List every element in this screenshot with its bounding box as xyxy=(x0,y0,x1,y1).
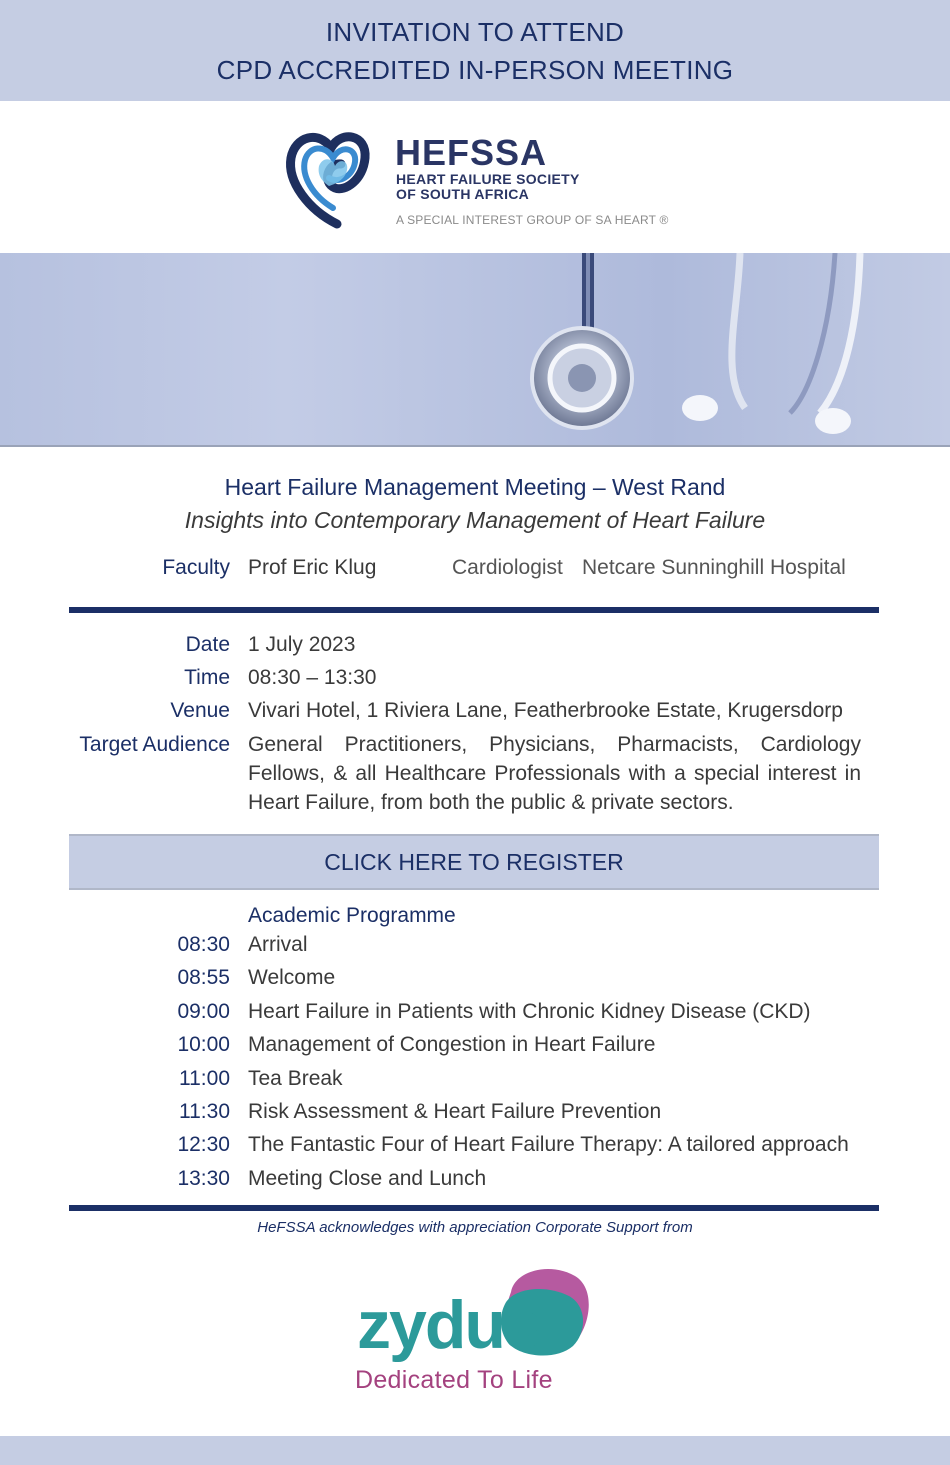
programme-time: 11:30 xyxy=(179,1100,230,1123)
audience-value: General Practitioners, Physicians, Pharmacists, Cardiology Fellows, & all Healthcare Professionals with a special interest in Heart Failure, from both the public & private sectors. xyxy=(248,733,861,814)
programme-row xyxy=(0,1067,950,1097)
programme-row xyxy=(0,933,950,963)
footer-bar xyxy=(0,1436,950,1465)
logo-tagline: A SPECIAL INTEREST GROUP OF SA HEART ® xyxy=(396,213,669,227)
programme-item: Welcome xyxy=(248,966,336,990)
audience-label: Target Audience xyxy=(79,733,230,756)
meeting-subtitle: Insights into Contemporary Management of Heart Failure xyxy=(184,507,766,533)
programme-item: Tea Break xyxy=(248,1066,343,1090)
time-value: 08:30 – 13:30 xyxy=(248,666,377,689)
date-label: Date xyxy=(185,633,230,656)
acknowledgement: HeFSSA acknowledges with appreciation Corporate Support from xyxy=(257,1219,693,1236)
zydus-logo xyxy=(355,1262,595,1402)
programme-item: Management of Congestion in Heart Failure xyxy=(248,1033,656,1057)
header-line-1: INVITATION TO ATTEND xyxy=(325,16,625,47)
programme-time: 09:00 xyxy=(177,999,230,1023)
zydus-wordmark: zydus xyxy=(357,1287,540,1363)
programme-time: 12:30 xyxy=(177,1133,230,1157)
programme-time: 11:00 xyxy=(179,1066,230,1090)
venue-label: Venue xyxy=(170,699,230,722)
programme-title: Academic Programme xyxy=(248,904,456,927)
date-value: 1 July 2023 xyxy=(248,633,356,656)
zydus-mark-icon xyxy=(355,1262,595,1366)
stethoscope-icon xyxy=(0,253,950,447)
programme-item: Meeting Close and Lunch xyxy=(248,1166,487,1190)
programme-row xyxy=(0,1100,950,1130)
programme-time: 13:30 xyxy=(177,1166,230,1190)
faculty-name: Prof Eric Klug xyxy=(248,556,377,579)
faculty-label: Faculty xyxy=(162,556,230,579)
logo-subtitle: HEART FAILURE SOCIETY OF SOUTH AFRICA xyxy=(396,171,580,202)
faculty-role: Cardiologist xyxy=(452,556,563,579)
time-label: Time xyxy=(184,666,230,689)
faculty-hospital: Netcare Sunninghill Hospital xyxy=(582,556,846,579)
programme-time: 08:30 xyxy=(177,933,230,956)
programme-row xyxy=(0,1033,950,1063)
programme-row xyxy=(0,1167,950,1197)
programme-row xyxy=(0,1000,950,1030)
divider-top xyxy=(69,607,879,613)
register-button[interactable]: CLICK HERE TO REGISTER xyxy=(69,834,879,890)
programme-item: The Fantastic Four of Heart Failure Therapy: A tailored approach xyxy=(248,1133,849,1157)
hefssa-logo xyxy=(265,112,680,242)
meeting-title-block xyxy=(0,470,950,536)
header-banner xyxy=(0,0,950,101)
meeting-title: Heart Failure Management Meeting – West Rand xyxy=(224,474,726,500)
header-line-2: CPD ACCREDITED IN-PERSON MEETING xyxy=(216,54,734,85)
logo-brand: HEFSSA xyxy=(395,132,548,173)
faculty-row xyxy=(0,556,950,586)
programme-item: Risk Assessment & Heart Failure Prevention xyxy=(248,1100,662,1123)
programme-item: Arrival xyxy=(248,933,308,956)
programme-row xyxy=(0,1133,950,1163)
programme-item: Heart Failure in Patients with Chronic Kidney Disease (CKD) xyxy=(248,999,811,1023)
zydus-tagline: Dedicated To Life xyxy=(355,1366,553,1394)
divider-bottom xyxy=(69,1205,879,1211)
programme-time: 10:00 xyxy=(177,1033,230,1057)
venue-value: Vivari Hotel, 1 Riviera Lane, Featherbrooke Estate, Krugersdorp xyxy=(248,699,843,722)
programme-row xyxy=(0,966,950,996)
heart-logo-icon xyxy=(279,122,379,232)
programme-time: 08:55 xyxy=(177,966,230,990)
hero-stethoscope-image xyxy=(0,253,950,447)
